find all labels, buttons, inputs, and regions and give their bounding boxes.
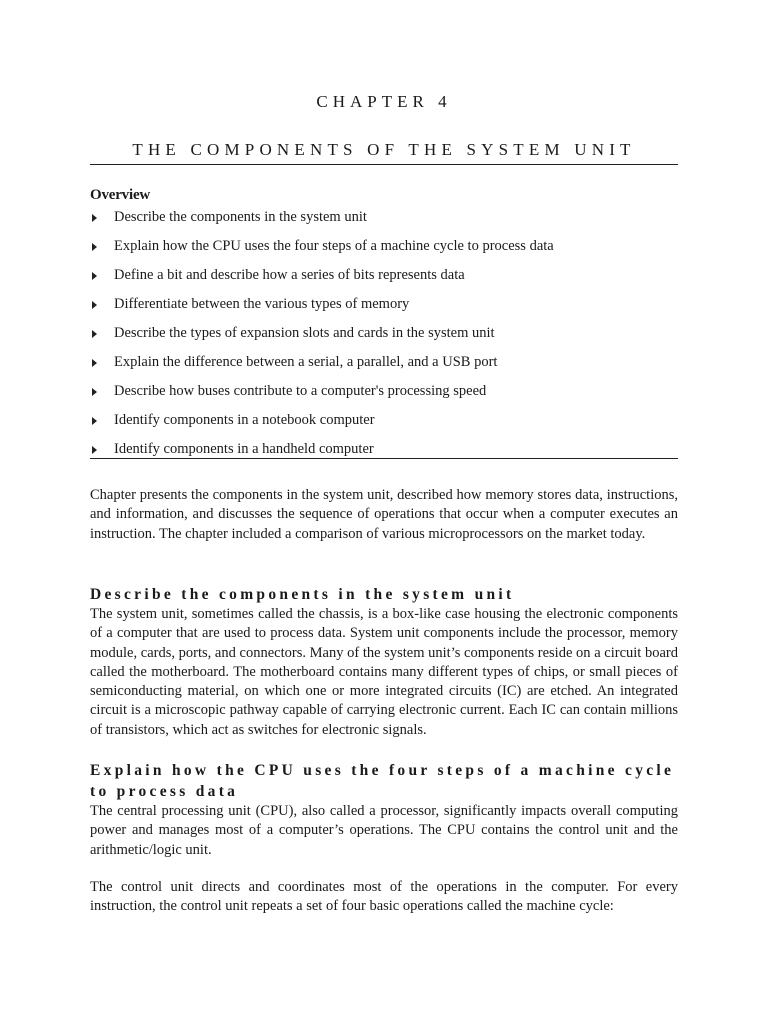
overview-list bbox=[90, 207, 678, 468]
section-heading: Describe the components in the system unit bbox=[90, 586, 515, 603]
title-rule bbox=[90, 164, 678, 165]
triangle-bullet-icon bbox=[92, 272, 97, 280]
intro-block bbox=[90, 486, 678, 544]
list-item-text: Explain the difference between a serial, a parallel, and a USB port bbox=[114, 354, 498, 370]
list-item bbox=[90, 236, 678, 265]
section-system-unit bbox=[90, 584, 678, 740]
chapter-title: THE COMPONENTS OF THE SYSTEM UNIT bbox=[132, 140, 636, 159]
list-item-text: Identify components in a handheld computer bbox=[114, 441, 374, 457]
list-item bbox=[90, 352, 678, 381]
triangle-bullet-icon bbox=[92, 388, 97, 396]
triangle-bullet-icon bbox=[92, 301, 97, 309]
list-item bbox=[90, 439, 678, 468]
triangle-bullet-icon bbox=[92, 417, 97, 425]
section-paragraph: The central processing unit (CPU), also called a processor, significantly impacts overall computing power and manages most of a computer’s operations. The CPU contains the control unit and the arithmetic/logic unit. bbox=[90, 803, 678, 858]
triangle-bullet-icon bbox=[92, 359, 97, 367]
triangle-bullet-icon bbox=[92, 243, 97, 251]
list-item-text: Describe how buses contribute to a computer's processing speed bbox=[114, 383, 487, 399]
intro-paragraph: Chapter presents the components in the system unit, described how memory stores data, instructions, and information, and discusses the sequence of operations that occur when a computer executes an instruction. The chapter included a comparison of various microprocessors on the market today. bbox=[90, 487, 678, 542]
list-item-text: Define a bit and describe how a series of bits represents data bbox=[114, 267, 465, 283]
list-item bbox=[90, 294, 678, 323]
list-item-text: Differentiate between the various types of memory bbox=[114, 296, 410, 312]
section-paragraph: The control unit directs and coordinates most of the operations in the computer. For every instruction, the control unit repeats a set of four basic operations called the machine cycle: bbox=[90, 879, 678, 915]
triangle-bullet-icon bbox=[92, 214, 97, 222]
overview-heading: Overview bbox=[90, 187, 151, 203]
section-cpu-machine-cycle bbox=[90, 760, 678, 860]
list-item-text: Describe the types of expansion slots and cards in the system unit bbox=[114, 325, 495, 341]
chapter-label: CHAPTER 4 bbox=[316, 92, 452, 111]
overview-rule bbox=[90, 458, 678, 459]
list-item bbox=[90, 323, 678, 352]
section-paragraph: The system unit, sometimes called the chassis, is a box-like case housing the electronic components of a computer that are used to process data. System unit components include the processor, memory module, cards, ports, and connectors. Many of the system unit’s components reside on a circuit board called the motherboard. The motherboard contains many different types of chips, or small pieces of semiconducting material, on which one or more integrated circuits (IC) are etched. An integrated circuit is a microscopic pathway capable of carrying electronic current. Each IC can contain millions of transistors, which act as switches for electronic signals. bbox=[90, 606, 678, 738]
section-heading: Explain how the CPU uses the four steps of a machine cycle to process data bbox=[90, 762, 675, 800]
triangle-bullet-icon bbox=[92, 446, 97, 454]
list-item bbox=[90, 207, 678, 236]
triangle-bullet-icon bbox=[92, 330, 97, 338]
list-item bbox=[90, 410, 678, 439]
list-item bbox=[90, 265, 678, 294]
list-item bbox=[90, 381, 678, 410]
list-item-text: Explain how the CPU uses the four steps of a machine cycle to process data bbox=[114, 238, 554, 254]
list-item-text: Describe the components in the system unit bbox=[114, 209, 367, 225]
list-item-text: Identify components in a notebook computer bbox=[114, 412, 375, 428]
control-unit-block bbox=[90, 878, 678, 917]
